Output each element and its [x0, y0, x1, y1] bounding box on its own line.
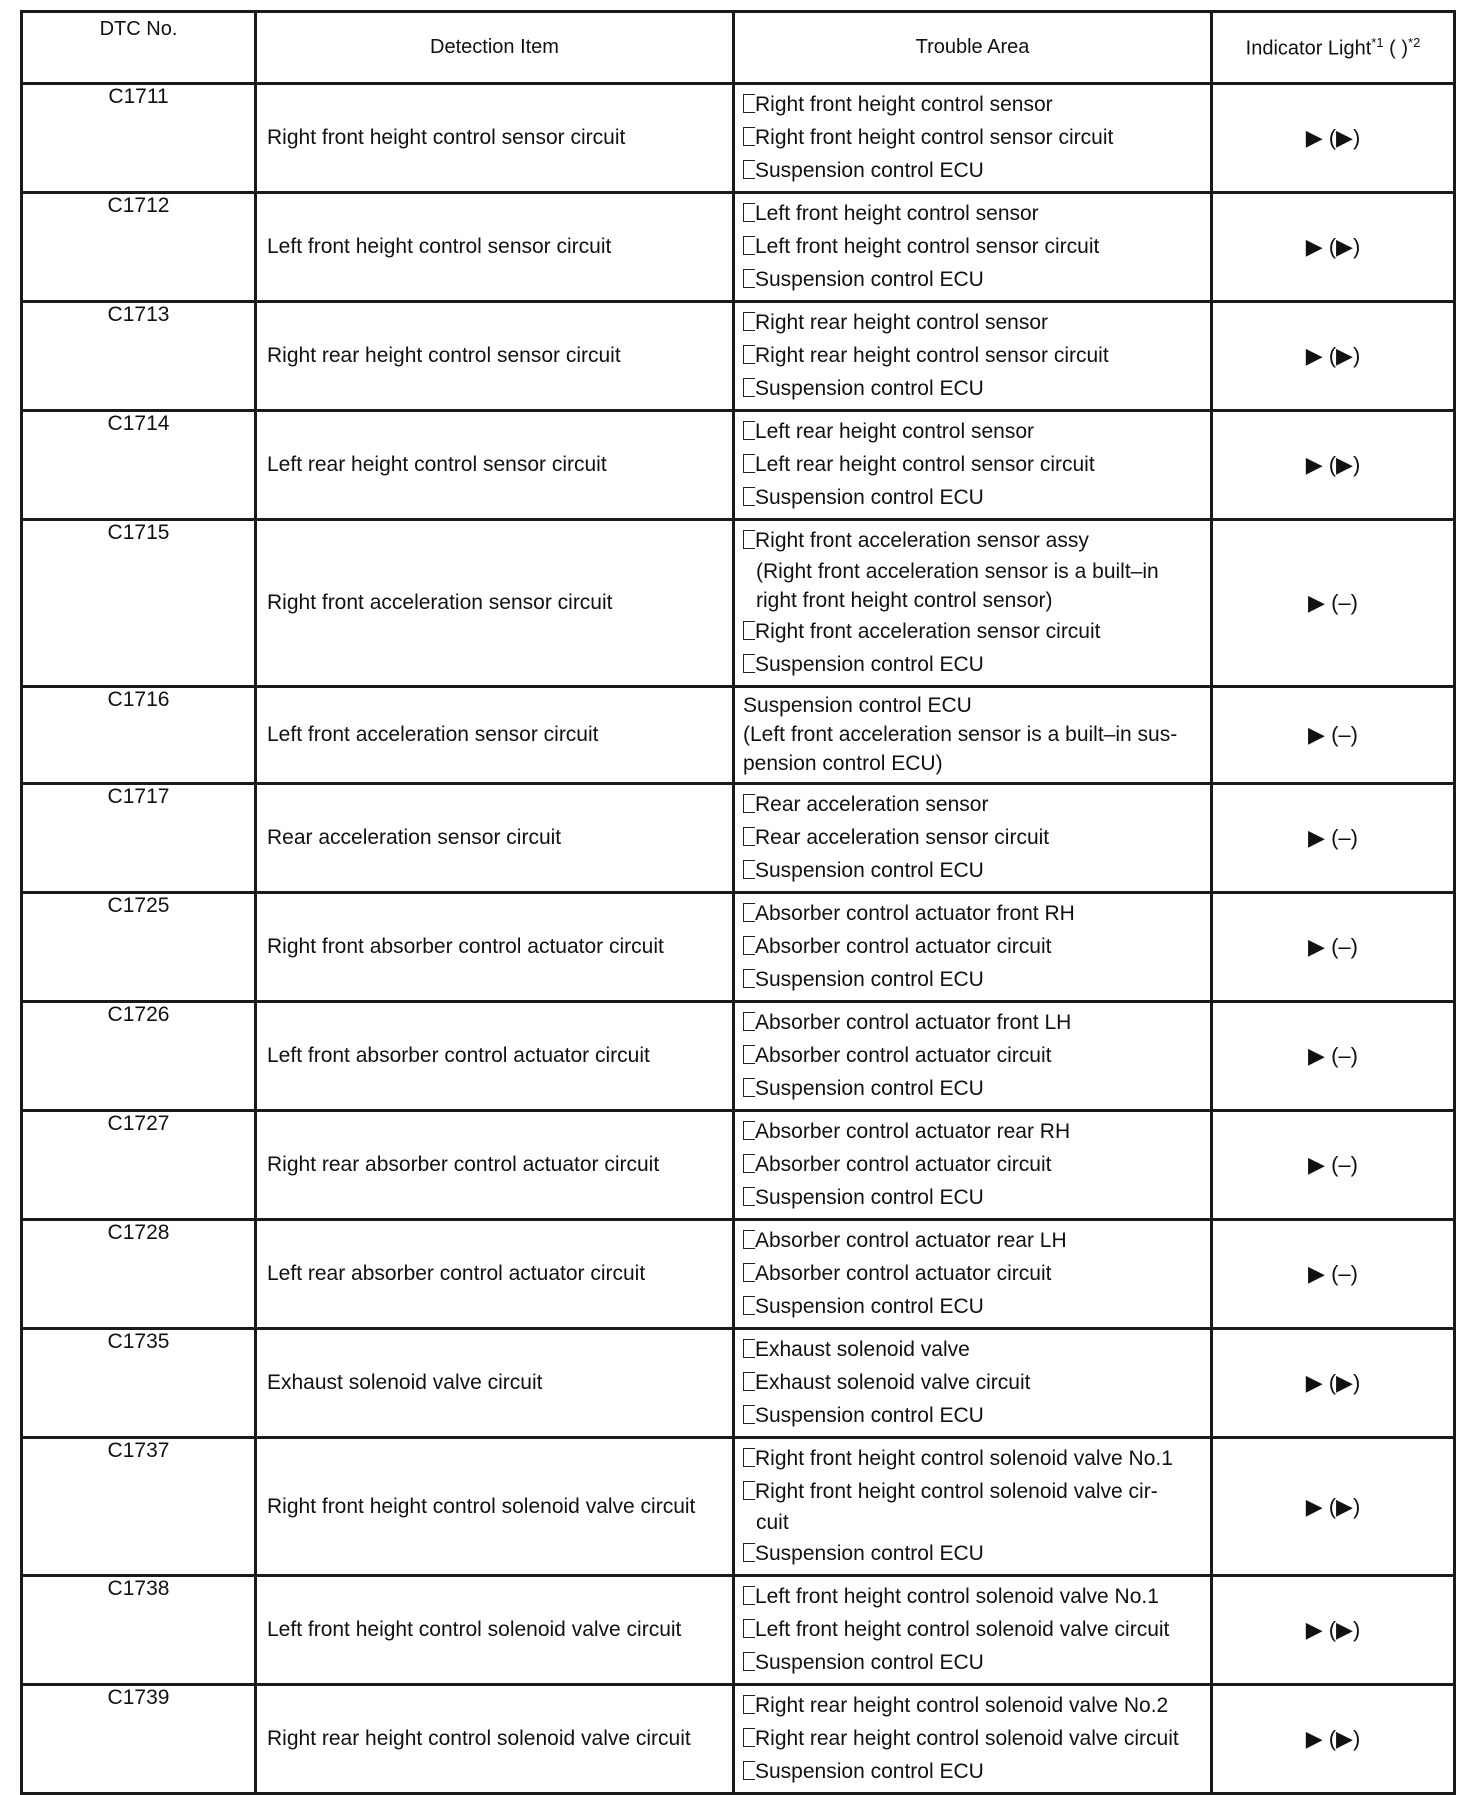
trouble-area-line: [743, 481, 1202, 514]
bullet-box-icon: [743, 1339, 755, 1358]
indicator-light: ▶ (–): [1212, 687, 1455, 784]
trouble-area-text: Exhaust solenoid valve circuit: [755, 1371, 1031, 1394]
table-row: [22, 1329, 1455, 1438]
trouble-area-text: Left rear height control sensor circuit: [755, 453, 1095, 476]
trouble-area-line: [743, 1613, 1202, 1646]
trouble-area-text: Left front height control solenoid valve No.1: [755, 1585, 1159, 1608]
trouble-area-line: [743, 557, 1202, 586]
trouble-area-text: Suspension control ECU: [755, 859, 984, 882]
trouble-area-text: Suspension control ECU: [755, 268, 984, 291]
trouble-area-text: Suspension control ECU: [755, 1542, 984, 1565]
table-row: [22, 784, 1455, 893]
trouble-area-line: [743, 1006, 1202, 1039]
dtc-code: C1712: [22, 193, 256, 302]
bullet-box-icon: [743, 1121, 755, 1140]
footnote-2: *2: [1408, 34, 1421, 50]
indicator-light: ▶ (▶): [1212, 1685, 1455, 1794]
trouble-area-text: Left front height control solenoid valve circuit: [755, 1618, 1170, 1641]
trouble-area-text: Suspension control ECU: [755, 1295, 984, 1318]
trouble-area-text: Exhaust solenoid valve: [755, 1338, 970, 1361]
detection-item: Left front absorber control actuator circuit: [256, 1002, 734, 1111]
trouble-area-line: [743, 372, 1202, 405]
trouble-area-text: Absorber control actuator rear LH: [755, 1229, 1067, 1252]
bullet-box-icon: [743, 127, 755, 146]
bullet-box-icon: [743, 1695, 755, 1714]
dtc-code: C1727: [22, 1111, 256, 1220]
indicator-light: ▶ (–): [1212, 520, 1455, 687]
trouble-area-text: cuit: [756, 1511, 789, 1534]
dtc-code: C1711: [22, 84, 256, 193]
dtc-code: C1725: [22, 893, 256, 1002]
trouble-area: [734, 1002, 1212, 1111]
dtc-code: C1716: [22, 687, 256, 784]
trouble-area-line: [743, 720, 1202, 749]
bullet-box-icon: [743, 1586, 755, 1605]
trouble-area-line: [743, 691, 1202, 720]
trouble-area-line: [743, 197, 1202, 230]
trouble-area-text: Absorber control actuator circuit: [755, 1153, 1052, 1176]
trouble-area-line: [743, 1689, 1202, 1722]
table-row: [22, 520, 1455, 687]
trouble-area-text: Right front acceleration sensor circuit: [755, 620, 1101, 643]
table-row: [22, 687, 1455, 784]
trouble-area-line: [743, 963, 1202, 996]
bullet-box-icon: [743, 530, 755, 549]
trouble-area-line: [743, 230, 1202, 263]
trouble-area-line: [743, 821, 1202, 854]
trouble-area-line: [743, 448, 1202, 481]
dtc-code: C1715: [22, 520, 256, 687]
trouble-area-line: [743, 524, 1202, 557]
trouble-area-text: Suspension control ECU: [755, 486, 984, 509]
bullet-box-icon: [743, 1296, 755, 1315]
trouble-area-text: Right front height control solenoid valve No.1: [755, 1447, 1173, 1470]
bullet-box-icon: [743, 1543, 755, 1562]
bullet-box-icon: [743, 269, 755, 288]
trouble-area-line: [743, 897, 1202, 930]
trouble-area-text: Right rear height control solenoid valve circuit: [755, 1727, 1179, 1750]
detection-item: Right rear height control sensor circuit: [256, 302, 734, 411]
trouble-area-line: [743, 1475, 1202, 1508]
indicator-light: ▶ (▶): [1212, 1576, 1455, 1685]
detection-item: Right front absorber control actuator circuit: [256, 893, 734, 1002]
detection-item: Left rear height control sensor circuit: [256, 411, 734, 520]
bullet-box-icon: [743, 312, 755, 331]
trouble-area-text: Suspension control ECU: [755, 1077, 984, 1100]
trouble-area: [734, 1685, 1212, 1794]
bullet-box-icon: [743, 621, 755, 640]
trouble-area-line: [743, 1290, 1202, 1323]
trouble-area-text: Absorber control actuator circuit: [755, 1262, 1052, 1285]
trouble-area-line: [743, 1115, 1202, 1148]
trouble-area: [734, 84, 1212, 193]
trouble-area-line: [743, 154, 1202, 187]
indicator-light: ▶ (▶): [1212, 1438, 1455, 1576]
trouble-area: [734, 893, 1212, 1002]
trouble-area-text: Suspension control ECU: [755, 1404, 984, 1427]
indicator-light: ▶ (–): [1212, 1220, 1455, 1329]
trouble-area-text: Suspension control ECU: [755, 1760, 984, 1783]
trouble-area-text: Right front height control sensor: [755, 93, 1053, 116]
trouble-area-line: [743, 1072, 1202, 1105]
dtc-code: C1714: [22, 411, 256, 520]
trouble-area-line: [743, 1442, 1202, 1475]
dtc-code: C1728: [22, 1220, 256, 1329]
trouble-area-line: [743, 854, 1202, 887]
trouble-area: [734, 1111, 1212, 1220]
bullet-box-icon: [743, 378, 755, 397]
trouble-area-text: Left front height control sensor: [755, 202, 1039, 225]
trouble-area-text: Rear acceleration sensor: [755, 793, 989, 816]
bullet-box-icon: [743, 1372, 755, 1391]
trouble-area-line: [743, 615, 1202, 648]
trouble-area-line: [743, 648, 1202, 681]
indicator-light: ▶ (▶): [1212, 1329, 1455, 1438]
trouble-area-text: Right rear height control solenoid valve No.2: [755, 1694, 1169, 1717]
bullet-box-icon: [743, 969, 755, 988]
trouble-area-line: [743, 1181, 1202, 1214]
bullet-box-icon: [743, 454, 755, 473]
indicator-light: ▶ (▶): [1212, 302, 1455, 411]
bullet-box-icon: [743, 1761, 755, 1780]
trouble-area-text: Suspension control ECU: [755, 1651, 984, 1674]
trouble-area-text: Right front height control sensor circuit: [755, 126, 1114, 149]
trouble-area-text: Absorber control actuator front RH: [755, 902, 1075, 925]
header-indicator-paren: ( ): [1383, 37, 1409, 60]
trouble-area-line: [743, 263, 1202, 296]
detection-item: Right front height control sensor circuit: [256, 84, 734, 193]
table-row: [22, 1111, 1455, 1220]
trouble-area-line: [743, 1646, 1202, 1679]
trouble-area-text: Right rear height control sensor: [755, 311, 1048, 334]
trouble-area: [734, 193, 1212, 302]
bullet-box-icon: [743, 1481, 755, 1500]
dtc-code: C1726: [22, 1002, 256, 1111]
bullet-box-icon: [743, 236, 755, 255]
trouble-area-line: [743, 1366, 1202, 1399]
bullet-box-icon: [743, 1012, 755, 1031]
detection-item: Rear acceleration sensor circuit: [256, 784, 734, 893]
trouble-area: [734, 411, 1212, 520]
trouble-area-text: Rear acceleration sensor circuit: [755, 826, 1050, 849]
trouble-area-text: Suspension control ECU: [755, 377, 984, 400]
detection-item: Right rear absorber control actuator circuit: [256, 1111, 734, 1220]
trouble-area-line: [743, 339, 1202, 372]
bullet-box-icon: [743, 1448, 755, 1467]
bullet-box-icon: [743, 1230, 755, 1249]
trouble-area-line: [743, 415, 1202, 448]
bullet-box-icon: [743, 1263, 755, 1282]
table-row: [22, 1576, 1455, 1685]
trouble-area-text: Suspension control ECU: [743, 694, 972, 717]
bullet-box-icon: [743, 1187, 755, 1206]
bullet-box-icon: [743, 1728, 755, 1747]
trouble-area-text: Absorber control actuator circuit: [755, 935, 1052, 958]
trouble-area-text: Right rear height control sensor circuit: [755, 344, 1109, 367]
trouble-area-text: Suspension control ECU: [755, 653, 984, 676]
bullet-box-icon: [743, 903, 755, 922]
trouble-area-line: [743, 1580, 1202, 1613]
bullet-box-icon: [743, 1619, 755, 1638]
header-trouble-area: Trouble Area: [734, 12, 1212, 84]
table-row: [22, 893, 1455, 1002]
trouble-area-line: [743, 1722, 1202, 1755]
detection-item: Left front acceleration sensor circuit: [256, 687, 734, 784]
detection-item: Right front acceleration sensor circuit: [256, 520, 734, 687]
trouble-area-text: pension control ECU): [743, 752, 943, 775]
indicator-light: ▶ (–): [1212, 1002, 1455, 1111]
table-row: [22, 302, 1455, 411]
trouble-area-text: Absorber control actuator circuit: [755, 1044, 1052, 1067]
detection-item: Left rear absorber control actuator circuit: [256, 1220, 734, 1329]
bullet-box-icon: [743, 1405, 755, 1424]
trouble-area-line: [743, 1537, 1202, 1570]
table-row: [22, 411, 1455, 520]
dtc-code: C1737: [22, 1438, 256, 1576]
bullet-box-icon: [743, 860, 755, 879]
dtc-code: C1735: [22, 1329, 256, 1438]
table-row: [22, 1220, 1455, 1329]
trouble-area-text: Right front height control solenoid valve cir-: [755, 1480, 1158, 1503]
bullet-box-icon: [743, 421, 755, 440]
table-row: [22, 193, 1455, 302]
bullet-box-icon: [743, 1652, 755, 1671]
indicator-light: ▶ (–): [1212, 893, 1455, 1002]
trouble-area-text: right front height control sensor): [756, 589, 1053, 612]
trouble-area: [734, 520, 1212, 687]
trouble-area-line: [743, 930, 1202, 963]
bullet-box-icon: [743, 1078, 755, 1097]
trouble-area-text: Absorber control actuator rear RH: [755, 1120, 1071, 1143]
trouble-area-line: [743, 788, 1202, 821]
trouble-area: [734, 1329, 1212, 1438]
detection-item: Right front height control solenoid valve circuit: [256, 1438, 734, 1576]
trouble-area-line: [743, 1224, 1202, 1257]
header-detection-item: Detection Item: [256, 12, 734, 84]
dtc-code: C1713: [22, 302, 256, 411]
table-row: [22, 1002, 1455, 1111]
table-row: [22, 1438, 1455, 1576]
trouble-area: [734, 302, 1212, 411]
trouble-area-line: [743, 306, 1202, 339]
bullet-box-icon: [743, 1154, 755, 1173]
bullet-box-icon: [743, 345, 755, 364]
trouble-area-text: (Right front acceleration sensor is a built–in: [756, 560, 1159, 583]
table-row: [22, 84, 1455, 193]
trouble-area-line: [743, 1039, 1202, 1072]
bullet-box-icon: [743, 203, 755, 222]
trouble-area: [734, 1438, 1212, 1576]
trouble-area-line: [743, 1257, 1202, 1290]
bullet-box-icon: [743, 94, 755, 113]
bullet-box-icon: [743, 794, 755, 813]
detection-item: Left front height control solenoid valve circuit: [256, 1576, 734, 1685]
detection-item: Right rear height control solenoid valve circuit: [256, 1685, 734, 1794]
dtc-table: [20, 10, 1456, 1795]
header-row: [22, 12, 1455, 84]
detection-item: Exhaust solenoid valve circuit: [256, 1329, 734, 1438]
bullet-box-icon: [743, 1045, 755, 1064]
header-indicator-light: [1212, 12, 1455, 84]
bullet-box-icon: [743, 936, 755, 955]
dtc-code: C1739: [22, 1685, 256, 1794]
trouble-area-line: [743, 1148, 1202, 1181]
trouble-area-line: [743, 88, 1202, 121]
trouble-area-line: [743, 1508, 1202, 1537]
dtc-code: C1738: [22, 1576, 256, 1685]
trouble-area: [734, 687, 1212, 784]
trouble-area-text: Suspension control ECU: [755, 1186, 984, 1209]
bullet-box-icon: [743, 487, 755, 506]
trouble-area-line: [743, 749, 1202, 778]
table-row: [22, 1685, 1455, 1794]
trouble-area: [734, 1576, 1212, 1685]
indicator-light: ▶ (–): [1212, 1111, 1455, 1220]
bullet-box-icon: [743, 160, 755, 179]
trouble-area-line: [743, 1333, 1202, 1366]
trouble-area-line: [743, 1755, 1202, 1788]
header-indicator-label: Indicator Light: [1245, 37, 1372, 60]
indicator-light: ▶ (▶): [1212, 193, 1455, 302]
trouble-area-text: Suspension control ECU: [755, 159, 984, 182]
trouble-area-text: Suspension control ECU: [755, 968, 984, 991]
bullet-box-icon: [743, 827, 755, 846]
indicator-light: ▶ (▶): [1212, 411, 1455, 520]
trouble-area-text: Left front height control sensor circuit: [755, 235, 1100, 258]
header-dtc-no: DTC No.: [22, 12, 256, 84]
trouble-area-text: (Left front acceleration sensor is a built–in sus-: [743, 723, 1178, 746]
dtc-code: C1717: [22, 784, 256, 893]
detection-item: Left front height control sensor circuit: [256, 193, 734, 302]
trouble-area-line: [743, 586, 1202, 615]
bullet-box-icon: [743, 654, 755, 673]
indicator-light: ▶ (–): [1212, 784, 1455, 893]
trouble-area: [734, 1220, 1212, 1329]
trouble-area: [734, 784, 1212, 893]
trouble-area-line: [743, 1399, 1202, 1432]
trouble-area-line: [743, 121, 1202, 154]
trouble-area-text: Left rear height control sensor: [755, 420, 1034, 443]
trouble-area-text: Right front acceleration sensor assy: [755, 529, 1089, 552]
trouble-area-text: Absorber control actuator front LH: [755, 1011, 1072, 1034]
indicator-light: ▶ (▶): [1212, 84, 1455, 193]
footnote-1: *1: [1371, 34, 1384, 50]
